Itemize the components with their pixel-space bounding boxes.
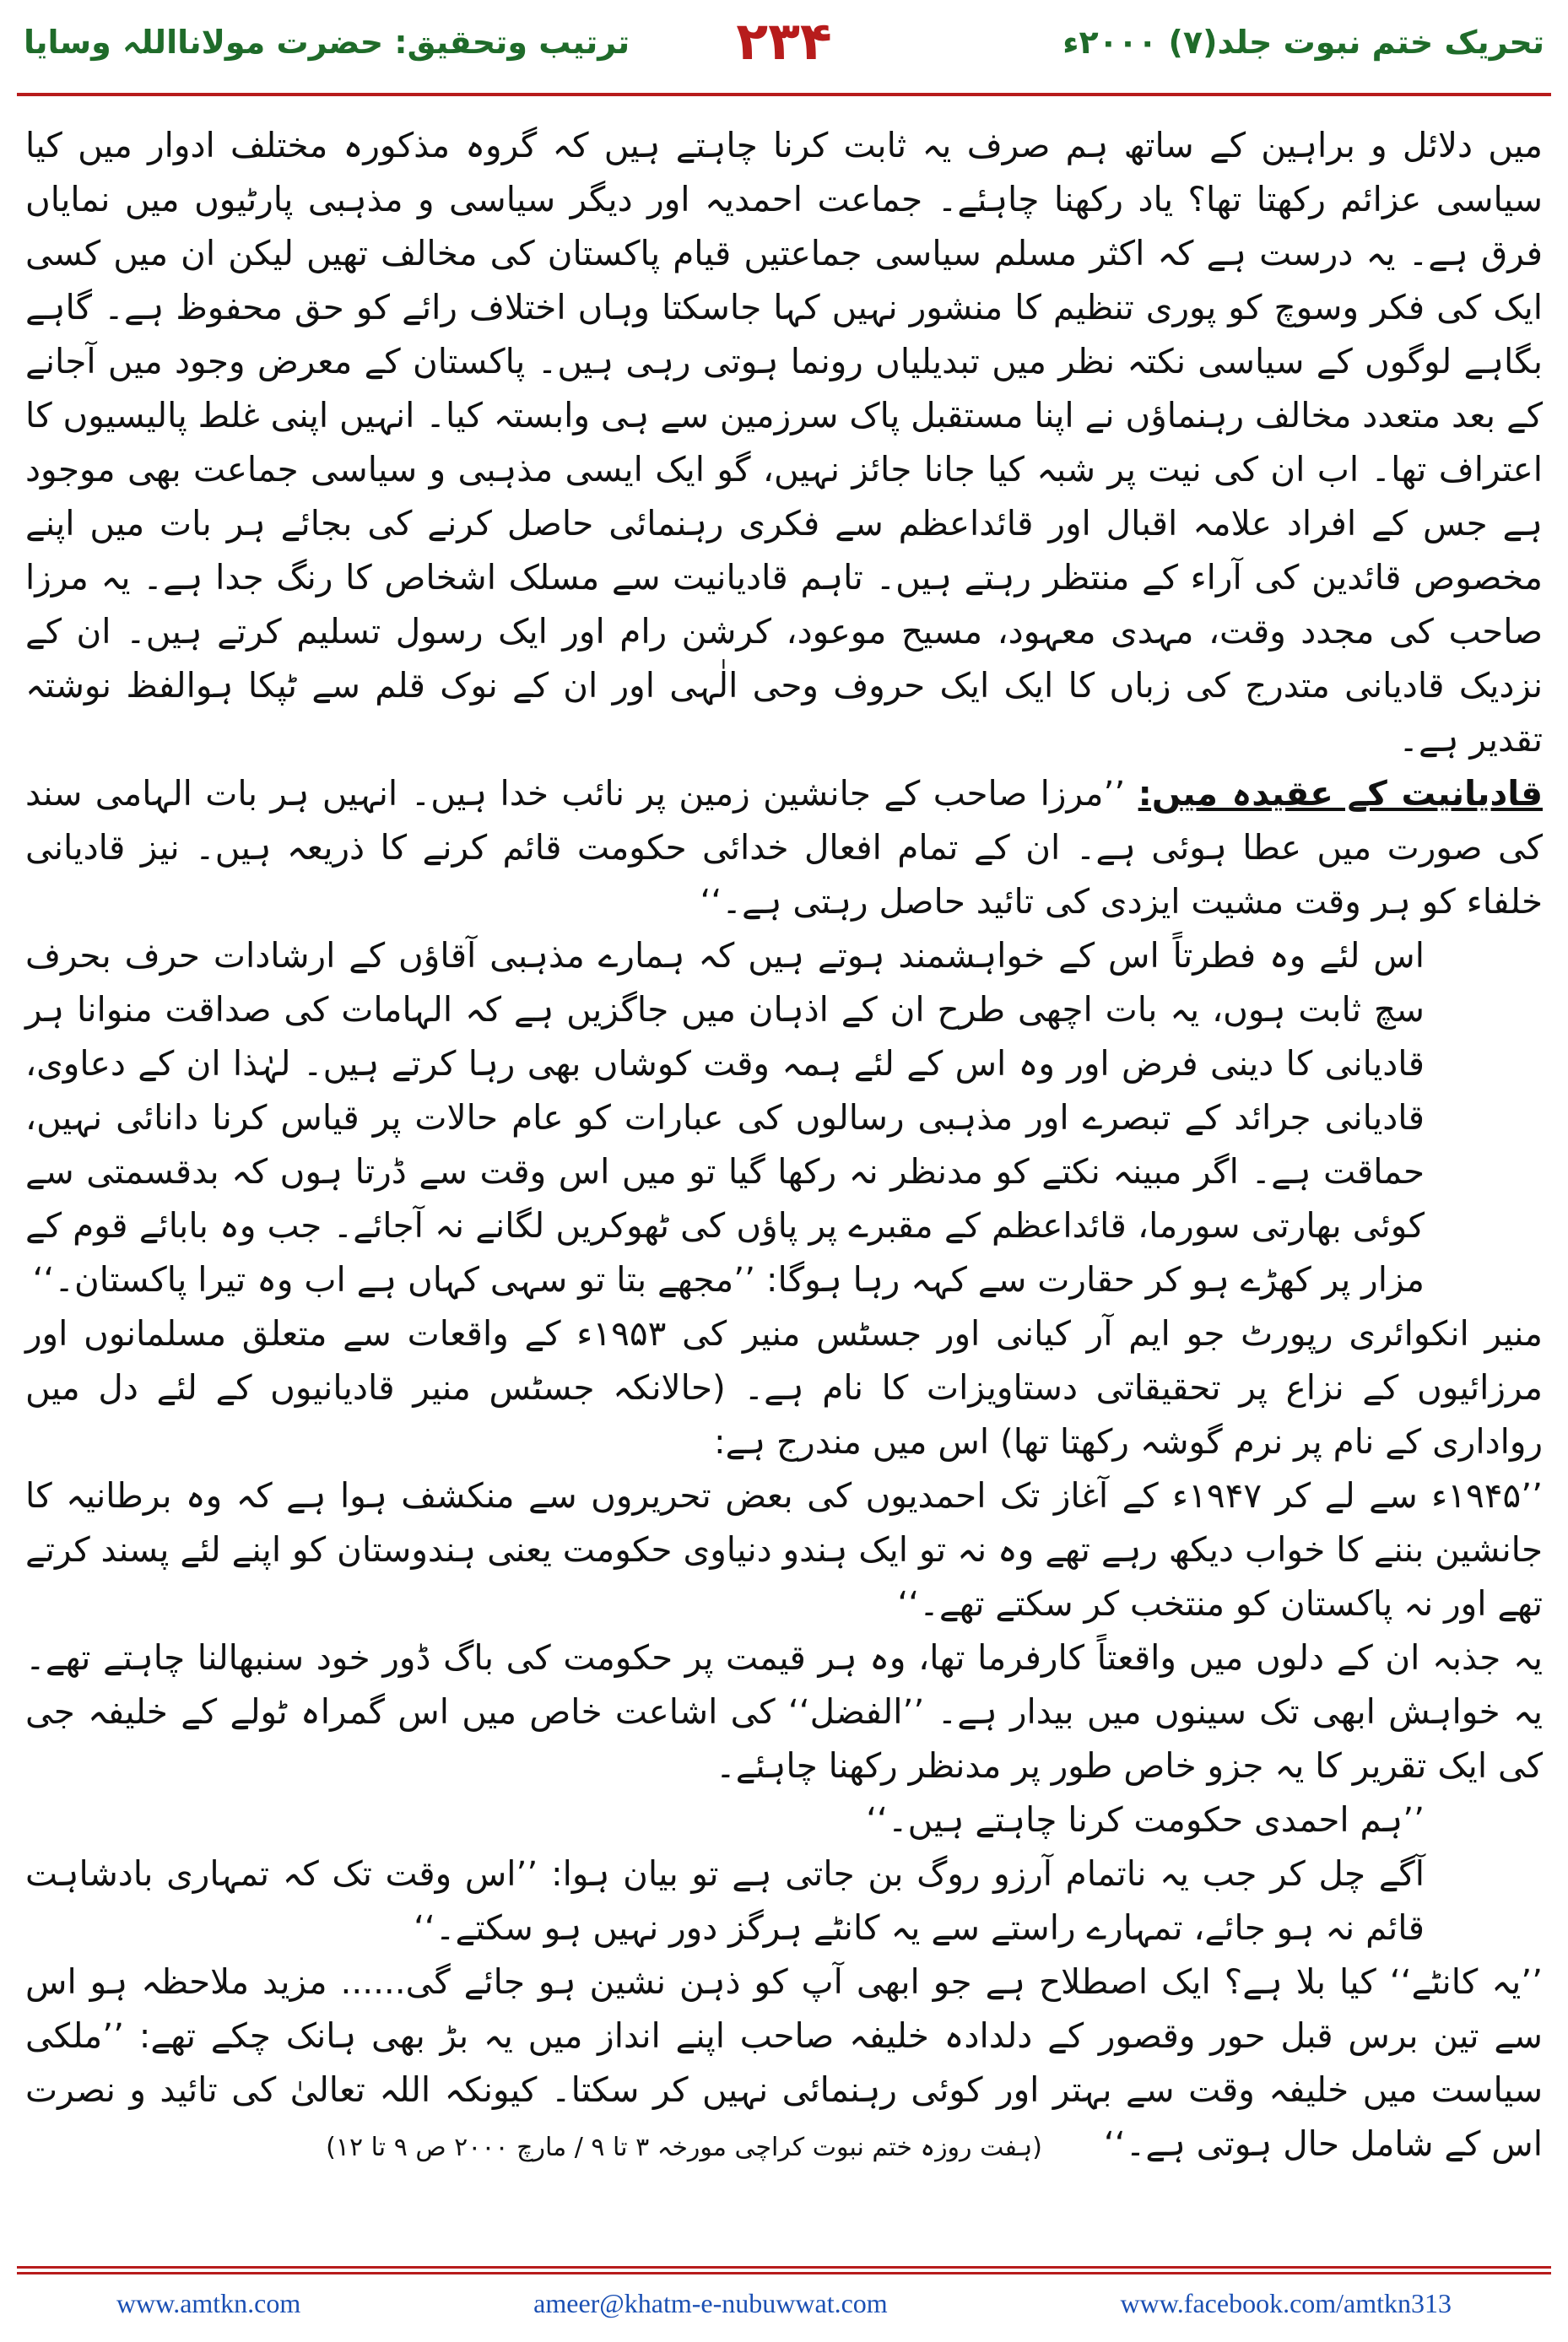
page-footer [0,2266,1568,2342]
citation: (ہفت روزہ ختم نبوت کراچی مورخہ ۳ تا ۹ / مارچ ۲۰۰۰ ص ۹ تا ۱۲) [326,2133,1042,2162]
section-heading: قادیانیت کے عقیدہ میں: [1138,773,1544,814]
paragraph-7: ’’ہم احمدی حکومت کرنا چاہتے ہیں۔‘‘ [866,1799,1425,1840]
facebook-link[interactable]: www.facebook.com/amtkn313 [1120,2288,1452,2318]
footer-links [0,2288,1568,2319]
paragraph-5: ’’۱۹۴۵ء سے لے کر ۱۹۴۷ء کے آغاز تک احمدیوں کی بعض تحریروں سے منکشف ہوا ہے کہ وہ برطانیہ کا جانشین بننے کا خواب دیکھ رہے تھے وہ نہ تو ایک ہندو دنیاوی حکومت یعنی ہندوستان کو اپنے لئے پسند کرتے تھے اور نہ پاکستان کو منتخب کر سکتے تھے۔‘‘ [25,1475,1543,1624]
paragraph-1: میں دلائل و براہین کے ساتھ ہم صرف یہ ثابت کرنا چاہتے ہیں کہ گروہ مذکورہ مختلف ادوار میں کیا سیاسی عزائم رکھتا تھا؟ یاد رکھنا چاہئے۔ جماعت احمدیہ اور دیگر سیاسی و مذہبی پارٹیوں میں نمایاں فرق ہے۔ یہ درست ہے کہ اکثر مسلم سیاسی جماعتیں قیام پاکستان کی مخالف تھیں لیکن ان میں کسی ایک کی فکر وسوچ کو پوری تنظیم کا منشور نہیں کہا جاسکتا وہاں اختلاف رائے کو حق محفوظ ہے۔ گاہے بگاہے لوگوں کے سیاسی نکتہ نظر میں تبدیلیاں رونما ہوتی رہی ہیں۔ پاکستان کے معرض وجود میں آجانے کے بعد متعدد مخالف رہنماؤں نے اپنا مستقبل پاک سرزمین سے ہی وابستہ کیا۔ انہیں اپنی غلط پالیسیوں کا اعتراف تھا۔ اب ان کی نیت پر شبہ کیا جانا جائز نہیں، گو ایک ایسی مذہبی و سیاسی جماعت بھی موجود ہے جس کے افراد علامہ اقبال اور قائداعظم سے فکری رہنمائی حاصل کرنے کی بجائے ہر بات میں اپنے مخصوص قائدین کی آراء کے منتظر رہتے ہیں۔ تاہم قادیانیت سے مسلک اشخاص کا رنگ جدا ہے۔ یہ مرزا صاحب کی مجدد وقت، مہدی معہود، مسیح موعود، کرشن رام اور ایک رسول تسلیم کرتے ہیں۔ ان کے نزدیک قادیانی متدرج کی زباں کا ایک ایک حروف وحی الٰہی اور ان کے نوک قلم سے ٹپکا ہوالفظ نوشتہ تقدیر ہے۔ [25,125,1543,760]
paragraph-3: اس لئے وہ فطرتاً اس کے خواہشمند ہوتے ہیں کہ ہمارے مذہبی آقاؤں کے ارشادات حرف بحرف سچ ثابت ہوں، یہ بات اچھی طرح ان کے اذہان میں جاگزیں ہے کہ الہامات کی صداقت منوانا ہر قادیانی کا دینی فرض اور وہ اس کے لئے ہمہ وقت کوشاں بھی رہا کرتے ہیں۔ لہٰذا ان کے دعاوی، قادیانی جرائد کے تبصرے اور مذہبی رسالوں کی عبارات کو عام حالات پر قیاس کرنا دانائی نہیں، حماقت ہے۔ اگر مبینہ نکتے کو مدنظر نہ رکھا گیا تو میں اس وقت سے ڈرتا ہوں کہ بدقسمتی سے کوئی بھارتی سورما، قائداعظم کے مقبرے پر پاؤں کی ٹھوکریں لگانے نہ آجائے۔ جب وہ بابائے قوم کے مزار پر کھڑے ہو کر حقارت سے کہہ رہا ہوگا: ’’مجھے بتا تو سہی کہاں ہے اب وہ تیرا پاکستان۔‘‘ [25,935,1425,1300]
page-header [0,0,1568,84]
page-body [25,118,1543,2262]
paragraph-9-text: ’’یہ کانٹے‘‘ کیا بلا ہے؟ ایک اصطلاح ہے جو ابھی آپ کو ذہن نشین ہو جائے گی...... مزید ملاحظہ ہو اس سے تین برس قبل حور وقصور کے دلدادہ خلیفہ صاحب اپنے انداز میں یہ بڑ بھی ہانک چکے تھے: ’’ملکی سیاست میں خلیفہ وقت سے بہتر اور کوئی رہنمائی نہیں کر سکتا۔ کیونکہ اللہ تعالیٰ کی تائید و نصرت اس کے شامل حال ہوتی ہے۔‘‘ [25,1961,1543,2164]
header-divider [17,93,1551,96]
paragraph-8: آگے چل کر جب یہ ناتمام آرزو روگ بن جاتی ہے تو بیان ہوا: ’’اس وقت تک کہ تمہاری بادشاہت قائم نہ ہو جائے، تمہارے راستے سے یہ کانٹے ہرگز دور نہیں ہو سکتے۔‘‘ [25,1853,1425,1948]
footer-divider-bottom [17,2272,1551,2274]
website-link[interactable]: www.amtkn.com [116,2288,301,2318]
paragraph-6: یہ جذبہ ان کے دلوں میں واقعتاً کارفرما تھا، وہ ہر قیمت پر حکومت کی باگ ڈور خود سنبھالنا چاہتے تھے۔ یہ خواہش ابھی تک سینوں میں بیدار ہے۔ ’’الفضل‘‘ کی اشاعت خاص میں اس گمراہ ٹولے کے خلیفہ جی کی ایک تقریر کا یہ جزو خاص طور پر مدنظر رکھنا چاہئے۔ [25,1637,1543,1786]
quote-1: ’’مرزا صاحب کے جانشین زمین پر نائب خدا ہیں۔ انہیں ہر بات الہامی سند کی صورت میں عطا ہوئی ہے۔ ان کے تمام افعال خدائی حکومت قائم کرنے کا ذریعہ ہیں۔ نیز قادیانی خلفاء کو ہر وقت مشیت ایزدی کی تائید حاصل رہتی ہے۔‘‘ [25,773,1543,922]
header-book-title: تحریک ختم نبوت جلد(۷) ۲۰۰۰ء [1062,24,1544,61]
paragraph-2 [25,766,1543,928]
email-link[interactable]: ameer@khatm-e-nubuwwat.com [533,2288,888,2318]
page-number: ۲۳۴ [736,10,832,72]
header-compiler: ترتیب وتحقیق: حضرت مولانااللہ وسایا [24,24,630,61]
paragraph-4: منیر انکوائری رپورٹ جو ایم آر کیانی اور جسٹس منیر کی ۱۹۵۳ء کے واقعات سے متعلق مسلمانوں اور مرزائیوں کے نزاع پر تحقیقاتی دستاویزات کا نام ہے۔ (حالانکہ جسٹس منیر قادیانیوں کے لئے دل میں رواداری کے نام پر نرم گوشہ رکھتا تھا) اس میں مندرج ہے: [25,1313,1543,1462]
footer-divider-top [17,2266,1551,2269]
paragraph-9 [25,1955,1543,2175]
